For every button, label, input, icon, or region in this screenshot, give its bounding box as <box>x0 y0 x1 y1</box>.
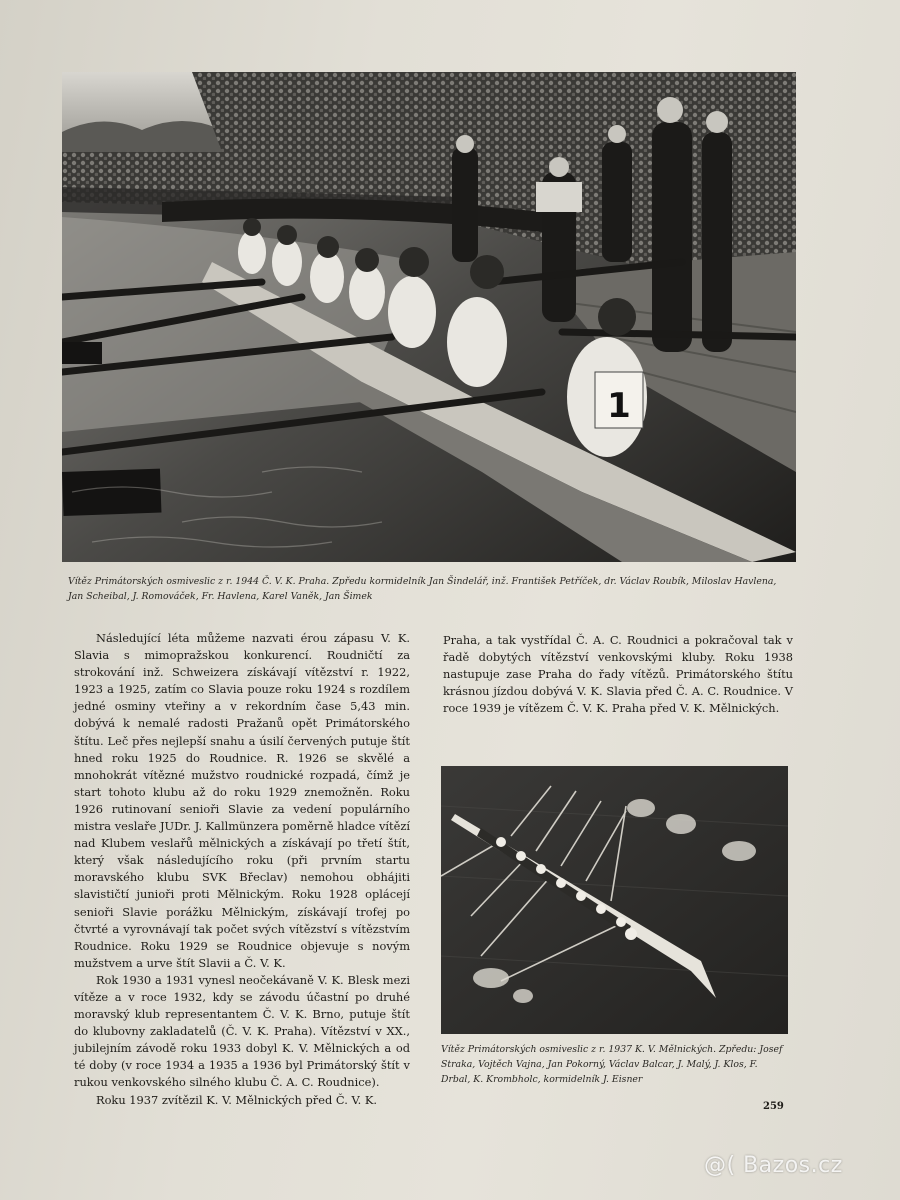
photo-rowing-crew-image <box>62 72 796 562</box>
photo-caption-bottom: Vítěz Primátorských osmiveslic z r. 1937 K. V. Mělnických. Zpředu: Josef Straka, Vojtěch Vajna, Jan Pokorný, Václav Balcar, J. Malý, J. Klos, F. Drbal, K. Krombholc, kormidelník J. Eisner <box>441 1044 783 1085</box>
paragraph: Praha, a tak vystřídal Č. A. C. Roudnici a pokračoval tak v řadě dobytých vítězství venkovskými kluby. Roku 1938 nastupuje zase Praha do řady vítězů. Primátorského štítu krásnou jízdou dobývá V. K. Slavia před Č. A. C. Roudnice. V roce 1939 je vítězem Č. V. K. Praha před V. K. Mělnických. <box>443 633 793 716</box>
photo-rowing-crew-1944 <box>62 72 796 562</box>
article-column-right <box>443 632 793 717</box>
paragraph: Následující léta můžeme nazvati érou zápasu V. K. Slavia s mimopražskou konkurencí. Roudničtí za strokování inž. Schweizera získávají vítězství r. 1922, 1923 a 1925, zatím co Slavia pouze roku 1924 s rozdílem jedné osminy vteřiny a v rekordním čase 5,43 min. dobývá k nemalé radosti Pražanů opět Primátorského štítu. Leč přes nejlepší snahu a úsilí červených putuje štít hned roku 1925 do Roudnice. R. 1926 se skvělé a mnohokrát vítězné mužstvo roudnické rozpadá, čímž je start tohoto klubu až do roku 1929 znemožněn. Roku 1926 rutinovaní senioři Slavie za vedení populárního mistra veslaře JUDr. J. Kallmünzera poměrně hladce vítězí nad Klubem veslařů mělnických a získávají po třetí štít, který však následujícího roku (při prvním startu moravského klubu SVK Břeclav) nemohou obhájiti slavističtí junioři proti Mělnickým. Roku 1928 oplácejí senioři Slavie porážku Mělnickým, získávají trofej po čtvrté a vyrovnávají tak počet svých vítězství s vítězstvím Roudnice. Roku 1929 se Roudnice objevuje s novým mužstvem a urve štít Slavii a Č. V. K. <box>74 631 410 970</box>
page-number: 259 <box>763 1101 784 1112</box>
photo-caption-top: Vítěz Primátorských osmiveslic z r. 1944 Č. V. K. Praha. Zpředu kormidelník Jan Šindelář, inž. František Petříček, dr. Václav Roubík, Miloslav Havlena, Jan Scheibal, J. Romováček, Fr. Havlena, Karel Vaněk, Jan Šimek <box>68 576 777 602</box>
paragraph: Rok 1930 a 1931 vynesl neočekávaně V. K. Blesk mezi vítěze a v roce 1932, kdy se závodu účastní po druhé moravský klub representantem Č. V. K. Brno, putuje štít do klubovny zakladatelů (Č. V. K. Praha). Vítězství v XX., jubilejním závodě roku 1933 dobyl K. V. Mělnických a od té doby (v roce 1934 a 1935 a 1936 byl Primátorský štít v rukou venkovského silného klubu Č. A. C. Roudnice). <box>74 972 410 1090</box>
article-column-left <box>74 630 410 1109</box>
photo-rowing-eight-1937 <box>441 766 788 1034</box>
paragraph: Roku 1937 zvítězil K. V. Mělnických před Č. V. K. <box>96 1092 378 1107</box>
bib-number: 1 <box>607 386 631 426</box>
photo-rowing-eight-image <box>441 766 788 1034</box>
watermark-bazos: @( Bazos.cz <box>704 1153 843 1178</box>
